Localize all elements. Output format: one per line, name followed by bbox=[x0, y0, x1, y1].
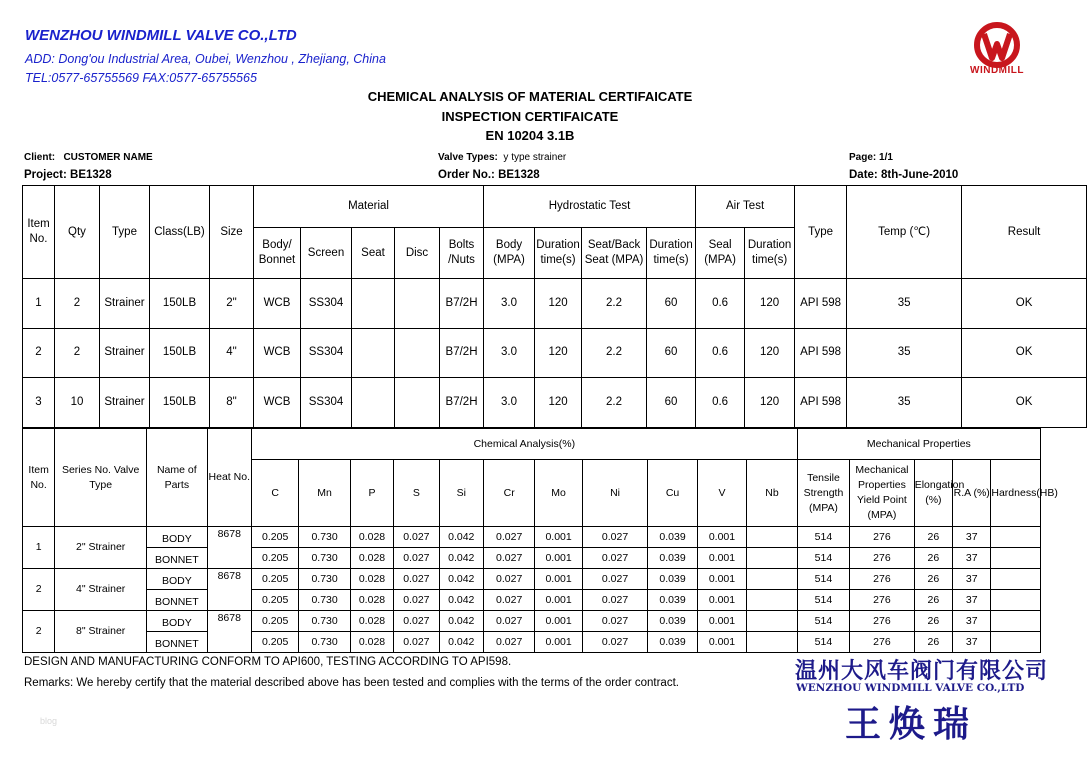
cell-item: 2 bbox=[23, 328, 55, 378]
cell-tensile: 514 bbox=[797, 590, 849, 611]
cell-seal: 0.6 bbox=[696, 328, 745, 378]
cell-nb bbox=[747, 569, 798, 590]
header-material: Material bbox=[254, 186, 484, 228]
cell-part-name: BODY bbox=[147, 527, 208, 548]
cell-cu: 0.039 bbox=[648, 590, 697, 611]
cell-v: 0.001 bbox=[697, 569, 746, 590]
cell-s: 0.027 bbox=[394, 632, 439, 653]
cell-elong: 26 bbox=[914, 611, 952, 632]
cell-bolts: B7/2H bbox=[440, 378, 484, 428]
cell-mo: 0.001 bbox=[535, 569, 582, 590]
cell-std: API 598 bbox=[795, 279, 847, 329]
header-s: S bbox=[394, 460, 439, 527]
header-si: Si bbox=[439, 460, 483, 527]
cell-cr: 0.027 bbox=[483, 632, 534, 653]
cell-nb bbox=[747, 611, 798, 632]
cell-elong: 26 bbox=[914, 527, 952, 548]
cell-c: 0.205 bbox=[251, 527, 298, 548]
upper-header-row-1 bbox=[23, 186, 1087, 228]
cell-p: 0.028 bbox=[350, 569, 393, 590]
cell-yield: 276 bbox=[850, 632, 915, 653]
chemical-analysis-table bbox=[22, 428, 1058, 653]
cell-c: 0.205 bbox=[251, 632, 298, 653]
cell-yield: 276 bbox=[850, 569, 915, 590]
cell-seat bbox=[352, 279, 395, 329]
cell-ni: 0.027 bbox=[582, 590, 648, 611]
cell-disc bbox=[395, 279, 440, 329]
cell-item: 1 bbox=[23, 279, 55, 329]
header-elongation: Elongation (%) bbox=[914, 460, 952, 527]
cell-dur1: 120 bbox=[535, 279, 582, 329]
cell-cr: 0.027 bbox=[483, 611, 534, 632]
upper-table-row bbox=[23, 279, 1087, 329]
cell-seat-mpa: 2.2 bbox=[582, 328, 647, 378]
cell-ra: 37 bbox=[953, 548, 991, 569]
cell-si: 0.042 bbox=[439, 548, 483, 569]
cell-yield: 276 bbox=[850, 590, 915, 611]
cell-seat-mpa: 2.2 bbox=[582, 279, 647, 329]
cell-mn: 0.730 bbox=[299, 611, 350, 632]
cell-result: OK bbox=[962, 378, 1087, 428]
cell-disc bbox=[395, 328, 440, 378]
cell-dur3: 120 bbox=[745, 328, 795, 378]
header-temp: Temp (℃) bbox=[847, 186, 962, 279]
header-type: Type bbox=[100, 186, 150, 279]
cell-item: 3 bbox=[23, 378, 55, 428]
cell-cu: 0.039 bbox=[648, 527, 697, 548]
company-address: ADD: Dong'ou Industrial Area, Oubei, Wenzhou , Zhejiang, China bbox=[25, 52, 386, 66]
header-duration-1: Duration time(s) bbox=[535, 228, 582, 279]
cell-c: 0.205 bbox=[251, 611, 298, 632]
cell-dur1: 120 bbox=[535, 328, 582, 378]
title-line-1: CHEMICAL ANALYSIS OF MATERIAL CERTIFAICATE bbox=[367, 89, 693, 104]
client-field: Client: CUSTOMER NAME bbox=[24, 152, 153, 163]
cell-class: 150LB bbox=[150, 279, 210, 329]
header-qty: Qty bbox=[55, 186, 100, 279]
cell-part-name: BONNET bbox=[147, 632, 208, 653]
cell-dur2: 60 bbox=[647, 328, 696, 378]
cell-body: WCB bbox=[254, 378, 301, 428]
logo-text: WINDMILL bbox=[970, 65, 1024, 76]
header-v: V bbox=[697, 460, 746, 527]
cell-s: 0.027 bbox=[394, 527, 439, 548]
company-stamp-english: WENZHOU WINDMILL VALVE CO.,LTD bbox=[796, 682, 1025, 694]
header-screen: Screen bbox=[301, 228, 352, 279]
header-hydrostatic-test: Hydrostatic Test bbox=[484, 186, 696, 228]
header-hardness: Hardness(HB) bbox=[991, 460, 1041, 527]
header-item-no-lower: Item No. bbox=[23, 429, 55, 527]
cell-v: 0.001 bbox=[697, 611, 746, 632]
cell-v: 0.001 bbox=[697, 632, 746, 653]
cell-hard bbox=[991, 527, 1041, 548]
cell-mn: 0.730 bbox=[299, 632, 350, 653]
company-stamp-chinese: 温州大风车阀门有限公司 bbox=[795, 658, 1049, 684]
cell-body-mpa: 3.0 bbox=[484, 279, 535, 329]
header-class: Class(LB) bbox=[150, 186, 210, 279]
cell-s: 0.027 bbox=[394, 590, 439, 611]
cell-nb bbox=[747, 632, 798, 653]
cell-mo: 0.001 bbox=[535, 527, 582, 548]
cell-s: 0.027 bbox=[394, 569, 439, 590]
cell-mn: 0.730 bbox=[299, 590, 350, 611]
header-seal-mpa: Seal (MPA) bbox=[696, 228, 745, 279]
cell-mn: 0.730 bbox=[299, 548, 350, 569]
cell-qty: 2 bbox=[55, 279, 100, 329]
cell-ra: 37 bbox=[953, 632, 991, 653]
page-field: Page: 1/1 bbox=[849, 152, 893, 163]
header-c: C bbox=[251, 460, 298, 527]
cell-v: 0.001 bbox=[697, 527, 746, 548]
cell-body-mpa: 3.0 bbox=[484, 378, 535, 428]
header-duration-3: Duration time(s) bbox=[745, 228, 795, 279]
cell-cu: 0.039 bbox=[648, 548, 697, 569]
header-item-no: Item No. bbox=[23, 186, 55, 279]
cell-seal: 0.6 bbox=[696, 378, 745, 428]
header-cu: Cu bbox=[648, 460, 697, 527]
cell-ni: 0.027 bbox=[582, 632, 648, 653]
cell-tensile: 514 bbox=[797, 527, 849, 548]
cell-yield: 276 bbox=[850, 527, 915, 548]
header-nb: Nb bbox=[747, 460, 798, 527]
cell-tensile: 514 bbox=[797, 611, 849, 632]
cell-hard bbox=[991, 548, 1041, 569]
cell-p: 0.028 bbox=[350, 632, 393, 653]
cell-part-name: BONNET bbox=[147, 548, 208, 569]
cell-body: WCB bbox=[254, 279, 301, 329]
header-ni: Ni bbox=[582, 460, 648, 527]
order-field: Order No.: BE1328 bbox=[438, 169, 540, 181]
cell-ra: 37 bbox=[953, 590, 991, 611]
cell-disc bbox=[395, 378, 440, 428]
cell-si: 0.042 bbox=[439, 611, 483, 632]
cell-si: 0.042 bbox=[439, 632, 483, 653]
cell-seat bbox=[352, 328, 395, 378]
cell-cr: 0.027 bbox=[483, 548, 534, 569]
header-duration-2: Duration time(s) bbox=[647, 228, 696, 279]
cell-cu: 0.039 bbox=[648, 611, 697, 632]
cell-series-valve-type: 2" Strainer bbox=[55, 527, 147, 569]
cell-tensile: 514 bbox=[797, 569, 849, 590]
cell-part-name: BODY bbox=[147, 569, 208, 590]
cell-type: Strainer bbox=[100, 279, 150, 329]
cell-hard bbox=[991, 632, 1041, 653]
cell-hard bbox=[991, 611, 1041, 632]
cell-part-name: BONNET bbox=[147, 590, 208, 611]
cell-item-no: 1 bbox=[23, 527, 55, 569]
cell-dur3: 120 bbox=[745, 378, 795, 428]
lower-table-row bbox=[23, 548, 1041, 569]
lower-header-row-1 bbox=[23, 429, 1041, 460]
cell-body: WCB bbox=[254, 328, 301, 378]
cell-mo: 0.001 bbox=[535, 548, 582, 569]
cell-class: 150LB bbox=[150, 378, 210, 428]
inspection-table bbox=[22, 185, 1087, 428]
cell-si: 0.042 bbox=[439, 590, 483, 611]
cell-seat bbox=[352, 378, 395, 428]
cell-cr: 0.027 bbox=[483, 590, 534, 611]
cell-temp: 35 bbox=[847, 279, 962, 329]
cell-mo: 0.001 bbox=[535, 632, 582, 653]
cell-hard bbox=[991, 590, 1041, 611]
cell-series-valve-type: 8" Strainer bbox=[55, 611, 147, 653]
cell-mo: 0.001 bbox=[535, 611, 582, 632]
cell-temp: 35 bbox=[847, 328, 962, 378]
cell-elong: 26 bbox=[914, 632, 952, 653]
header-bolts-nuts: Bolts /Nuts bbox=[440, 228, 484, 279]
cell-result: OK bbox=[962, 328, 1087, 378]
cell-qty: 10 bbox=[55, 378, 100, 428]
upper-table-row bbox=[23, 378, 1087, 428]
cell-ni: 0.027 bbox=[582, 569, 648, 590]
project-field: Project: BE1328 bbox=[24, 169, 112, 181]
header-size: Size bbox=[210, 186, 254, 279]
cell-heat-no: 8678 bbox=[207, 569, 251, 611]
cell-result: OK bbox=[962, 279, 1087, 329]
cell-nb bbox=[747, 590, 798, 611]
cell-dur2: 60 bbox=[647, 378, 696, 428]
cell-screen: SS304 bbox=[301, 378, 352, 428]
header-ra: R.A (%) bbox=[953, 460, 991, 527]
cell-si: 0.042 bbox=[439, 527, 483, 548]
cell-type: Strainer bbox=[100, 328, 150, 378]
cell-mo: 0.001 bbox=[535, 590, 582, 611]
date-field: Date: 8th-June-2010 bbox=[849, 169, 959, 181]
header-result: Result bbox=[962, 186, 1087, 279]
header-disc: Disc bbox=[395, 228, 440, 279]
cell-si: 0.042 bbox=[439, 569, 483, 590]
cell-cu: 0.039 bbox=[648, 632, 697, 653]
lower-table-row bbox=[23, 632, 1041, 653]
cell-dur1: 120 bbox=[535, 378, 582, 428]
cell-dur3: 120 bbox=[745, 279, 795, 329]
cell-screen: SS304 bbox=[301, 328, 352, 378]
cell-ni: 0.027 bbox=[582, 548, 648, 569]
cell-heat-no: 8678 bbox=[207, 611, 251, 653]
cell-c: 0.205 bbox=[251, 590, 298, 611]
cell-series-valve-type: 4" Strainer bbox=[55, 569, 147, 611]
lower-table-row bbox=[23, 590, 1041, 611]
header-type-standard: Type bbox=[795, 186, 847, 279]
header-body-mpa: Body (MPA) bbox=[484, 228, 535, 279]
cell-yield: 276 bbox=[850, 611, 915, 632]
cell-heat-no: 8678 bbox=[207, 527, 251, 569]
cell-ra: 37 bbox=[953, 611, 991, 632]
cell-mn: 0.730 bbox=[299, 527, 350, 548]
title-line-3: EN 10204 3.1B bbox=[485, 128, 575, 143]
cell-p: 0.028 bbox=[350, 611, 393, 632]
lower-table-row bbox=[23, 611, 1041, 632]
cell-std: API 598 bbox=[795, 328, 847, 378]
cell-type: Strainer bbox=[100, 378, 150, 428]
cell-v: 0.001 bbox=[697, 590, 746, 611]
cell-cu: 0.039 bbox=[648, 569, 697, 590]
remarks-statement: Remarks: We hereby certify that the material described above has been tested and complies with the terms of the order contract. bbox=[24, 677, 679, 689]
cell-item-no: 2 bbox=[23, 569, 55, 611]
cell-ni: 0.027 bbox=[582, 611, 648, 632]
cell-p: 0.028 bbox=[350, 548, 393, 569]
cell-item-no: 2 bbox=[23, 611, 55, 653]
header-seat-back-seat: Seat/Back Seat (MPA) bbox=[582, 228, 647, 279]
header-mn: Mn bbox=[299, 460, 350, 527]
header-name-of-parts: Name of Parts bbox=[147, 429, 208, 527]
cell-seal: 0.6 bbox=[696, 279, 745, 329]
cell-class: 150LB bbox=[150, 328, 210, 378]
cell-tensile: 514 bbox=[797, 632, 849, 653]
header-seat: Seat bbox=[352, 228, 395, 279]
cell-ni: 0.027 bbox=[582, 527, 648, 548]
cell-c: 0.205 bbox=[251, 548, 298, 569]
cell-ra: 37 bbox=[953, 569, 991, 590]
company-name: WENZHOU WINDMILL VALVE CO.,LTD bbox=[25, 27, 297, 44]
lower-table-row bbox=[23, 527, 1041, 548]
cell-cr: 0.027 bbox=[483, 569, 534, 590]
cell-s: 0.027 bbox=[394, 548, 439, 569]
cell-dur2: 60 bbox=[647, 279, 696, 329]
cell-p: 0.028 bbox=[350, 527, 393, 548]
cell-temp: 35 bbox=[847, 378, 962, 428]
cell-size: 2" bbox=[210, 279, 254, 329]
cell-bolts: B7/2H bbox=[440, 328, 484, 378]
cell-elong: 26 bbox=[914, 569, 952, 590]
header-cr: Cr bbox=[483, 460, 534, 527]
cell-elong: 26 bbox=[914, 590, 952, 611]
header-body-bonnet: Body/ Bonnet bbox=[254, 228, 301, 279]
cell-v: 0.001 bbox=[697, 548, 746, 569]
cell-nb bbox=[747, 527, 798, 548]
cell-screen: SS304 bbox=[301, 279, 352, 329]
header-series-valve-type: Series No. Valve Type bbox=[55, 429, 147, 527]
cell-body-mpa: 3.0 bbox=[484, 328, 535, 378]
cell-size: 4" bbox=[210, 328, 254, 378]
cell-nb bbox=[747, 548, 798, 569]
header-chemical-analysis: Chemical Analysis(%) bbox=[251, 429, 797, 460]
valve-types-field: Valve Types: y type strainer bbox=[438, 152, 567, 163]
header-heat-no: Heat No. bbox=[207, 429, 251, 527]
cell-tensile: 514 bbox=[797, 548, 849, 569]
header-tensile-strength: Tensile Strength (MPA) bbox=[797, 460, 849, 527]
signature: 王焕瑞 bbox=[845, 703, 978, 745]
cell-bolts: B7/2H bbox=[440, 279, 484, 329]
header-p: P bbox=[350, 460, 393, 527]
watermark: blog bbox=[40, 716, 58, 726]
header-mechanical-properties: Mechanical Properties bbox=[797, 429, 1040, 460]
cell-c: 0.205 bbox=[251, 569, 298, 590]
cell-ra: 37 bbox=[953, 527, 991, 548]
header-yield-point: Mechanical Properties Yield Point (MPA) bbox=[850, 460, 915, 527]
cell-std: API 598 bbox=[795, 378, 847, 428]
upper-table-row bbox=[23, 328, 1087, 378]
cell-seat-mpa: 2.2 bbox=[582, 378, 647, 428]
header-air-test: Air Test bbox=[696, 186, 795, 228]
cell-elong: 26 bbox=[914, 548, 952, 569]
cell-p: 0.028 bbox=[350, 590, 393, 611]
cell-qty: 2 bbox=[55, 328, 100, 378]
cell-s: 0.027 bbox=[394, 611, 439, 632]
title-line-2: INSPECTION CERTIFAICATE bbox=[441, 109, 619, 124]
cell-cr: 0.027 bbox=[483, 527, 534, 548]
design-statement: DESIGN AND MANUFACTURING CONFORM TO API600, TESTING ACCORDING TO API598. bbox=[24, 656, 512, 668]
cell-part-name: BODY bbox=[147, 611, 208, 632]
cell-hard bbox=[991, 569, 1041, 590]
header-mo: Mo bbox=[535, 460, 582, 527]
company-contact: TEL:0577-65755569 FAX:0577-65755565 bbox=[25, 71, 257, 85]
lower-table-row bbox=[23, 569, 1041, 590]
cell-yield: 276 bbox=[850, 548, 915, 569]
cell-size: 8" bbox=[210, 378, 254, 428]
cell-mn: 0.730 bbox=[299, 569, 350, 590]
